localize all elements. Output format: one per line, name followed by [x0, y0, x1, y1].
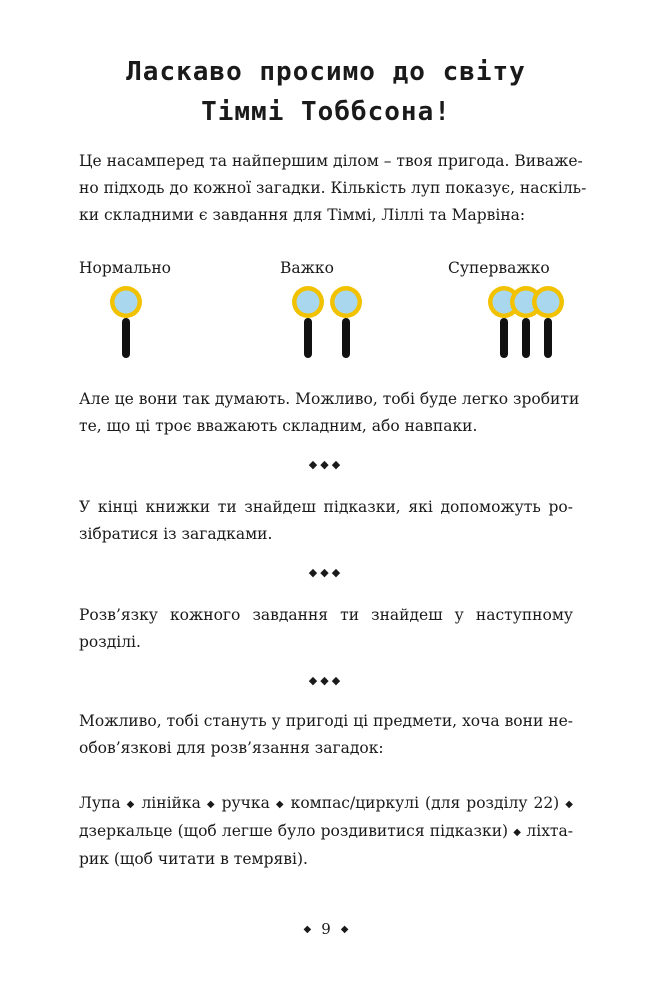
- page-number: 9: [321, 920, 331, 938]
- loupe-pair-icon: [290, 284, 370, 360]
- bullet-icon: ◆: [303, 924, 312, 935]
- text-line: Розв’язку кожного завдання ти знайдеш у наступному: [79, 606, 573, 624]
- item-compass: компас/циркулі (для розділу 22): [290, 794, 560, 812]
- text-line: розділі.: [79, 633, 141, 651]
- bullet-icon: ◆: [340, 924, 349, 935]
- section-separator: ◆◆◆: [308, 458, 344, 471]
- intro-line: ки складними є завдання для Тіммі, Ліллі та Марвіна:: [79, 206, 526, 224]
- text-line: те, що ці троє вважають складним, або навпаки.: [79, 417, 478, 435]
- text-line: Але це вони так думають. Можливо, тобі буде легко зробити: [79, 390, 580, 408]
- title-line-1: Ласкаво просимо до світу: [126, 57, 526, 87]
- paragraph-3: [79, 494, 573, 548]
- item-ruler: лінійка: [141, 794, 201, 812]
- text-line: У кінці книжки ти знайдеш підказки, які допоможуть ро-: [79, 498, 573, 516]
- bullet-icon: ◆: [206, 799, 216, 810]
- text-line: Можливо, тобі стануть у пригоді ці предмети, хоча вони не-: [79, 712, 573, 730]
- level-label-superhard: Суперважко: [448, 259, 550, 277]
- loupe-icon: [104, 284, 148, 360]
- items-line: [79, 818, 573, 846]
- item-pen: ручка: [221, 794, 270, 812]
- page-title: [40, 52, 612, 132]
- page-footer: [0, 920, 652, 938]
- paragraph-2: [79, 386, 580, 440]
- intro-line: Це насамперед та найпершим ділом – твоя пригода. Виваже-: [79, 152, 583, 170]
- intro-paragraph: [79, 148, 587, 229]
- item-loupe: Лупа: [79, 794, 121, 812]
- bullet-icon: ◆: [565, 799, 573, 810]
- items-list: [79, 790, 573, 873]
- item-flashlight-start: ліхта-: [526, 822, 573, 840]
- bullet-icon: ◆: [126, 799, 136, 810]
- section-separator: ◆◆◆: [308, 566, 344, 579]
- title-line-2: Тіммі Тоббсона!: [201, 97, 451, 127]
- difficulty-legend: [0, 252, 652, 372]
- level-label-normal: Нормально: [79, 259, 172, 277]
- text-line: обов’язкові для розв’язання загадок:: [79, 739, 384, 757]
- bullet-icon: ◆: [513, 827, 522, 838]
- items-line: рик (щоб читати в темряві).: [79, 850, 308, 868]
- paragraph-4: [79, 602, 573, 656]
- level-label-hard: Важко: [280, 259, 334, 277]
- items-line: [79, 790, 573, 818]
- paragraph-5: [79, 708, 573, 762]
- loupe-triple-icon: [486, 284, 566, 360]
- section-separator: ◆◆◆: [308, 674, 344, 687]
- bullet-icon: ◆: [275, 799, 285, 810]
- intro-line: но підходь до кожної загадки. Кількість луп показує, наскіль-: [79, 179, 587, 197]
- text-line: зібратися із загадками.: [79, 525, 273, 543]
- item-mirror: дзеркальце (щоб легше було роздивитися підказки): [79, 822, 509, 840]
